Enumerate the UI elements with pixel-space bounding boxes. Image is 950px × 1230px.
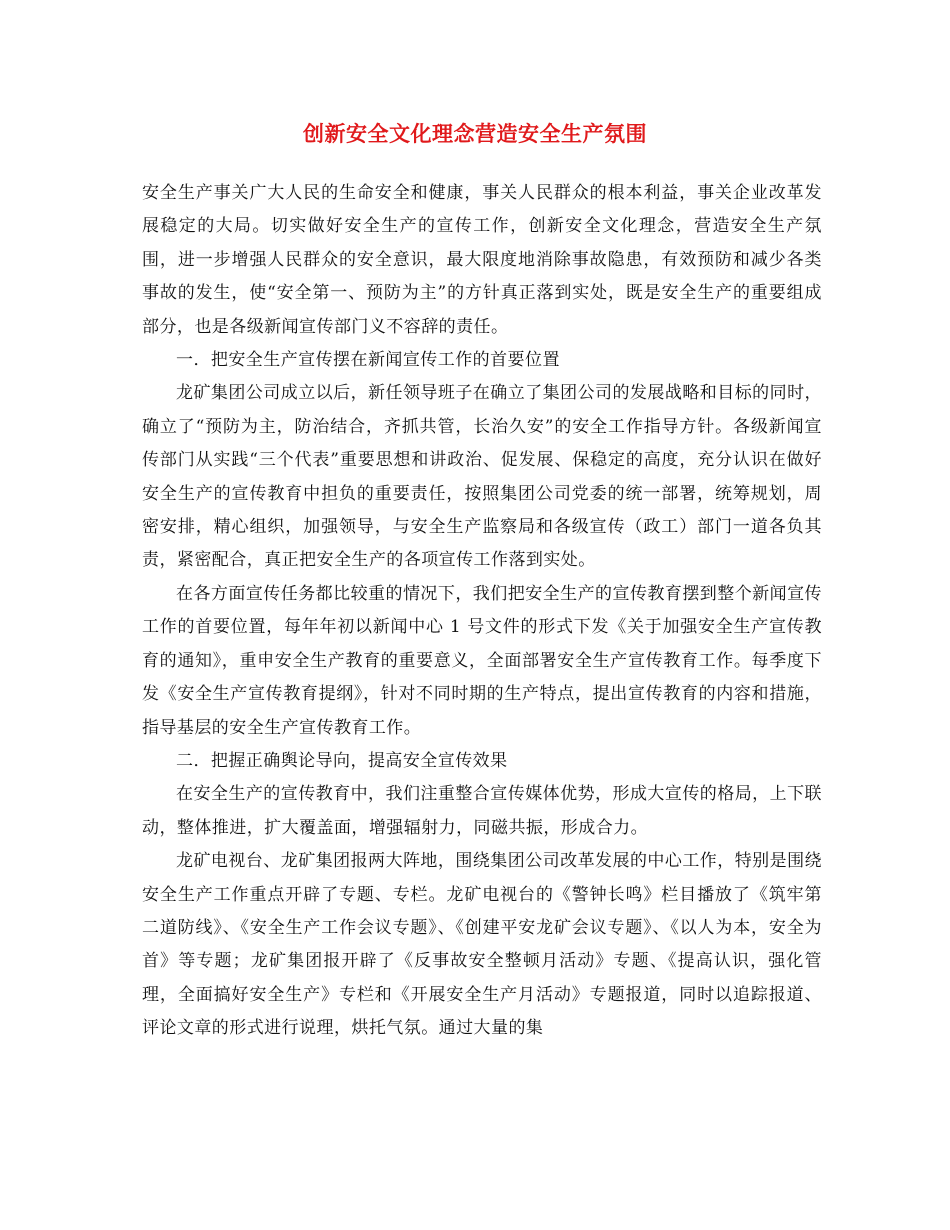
section-heading-2: 二．把握正确舆论导向，提高安全宣传效果 [176, 750, 508, 771]
paragraph: 在安全生产的宣传教育中，我们注重整合宣传媒体优势，形成大宣传的格局，上下联动，整体推进，扩大覆盖面，增强辐射力，同磁共振，形成合力。 [142, 784, 822, 838]
document-title: 创新安全文化理念营造安全生产氛围 [303, 121, 647, 146]
document-body [142, 177, 822, 1046]
paragraph-intro: 安全生产事关广大人民的生命安全和健康，事关人民群众的根本利益，事关企业改革发展稳定的大局。切实做好安全生产的宣传工作，创新安全文化理念，营造安全生产氛围，进一步增强人民群众的安全意识，最大限度地消除事故隐患，有效预防和减少各类事故的发生，使“安全第一、预防为主”的方针真正落到实处，既是安全生产的重要组成部分，也是各级新闻宣传部门义不容辞的责任。 [142, 183, 822, 337]
section-heading-1: 一．把安全生产宣传摆在新闻宣传工作的首要位置 [176, 350, 560, 371]
paragraph: 龙矿电视台、龙矿集团报两大阵地，围绕集团公司改革发展的中心工作，特别是围绕安全生产工作重点开辟了专题、专栏。龙矿电视台的《警钟长鸣》栏目播放了《筑牢第二道防线》、《安全生产工作会议专题》、《创建平安龙矿会议专题》、《以人为本，安全为首》等专题；龙矿集团报开辟了《反事故安全整顿月活动》专题、《提高认识，强化管理，全面搞好安全生产》专栏和《开展安全生产月活动》专题报道，同时以追踪报道、评论文章的形式进行说理，烘托气氛。通过大量的集 [142, 851, 822, 1039]
paragraph: 在各方面宣传任务都比较重的情况下，我们把安全生产的宣传教育摆到整个新闻宣传工作的首要位置，每年年初以新闻中心 1 号文件的形式下发《关于加强安全生产宣传教育的通知》，重申安全生产教育的重要意义，全面部署安全生产宣传教育工作。每季度下发《安全生产宣传教育提纲》，针对不同时期的生产特点，提出宣传教育的内容和措施，指导基层的安全生产宣传教育工作。 [142, 583, 822, 738]
paragraph: 龙矿集团公司成立以后，新任领导班子在确立了集团公司的发展战略和目标的同时，确立了“预防为主，防治结合，齐抓共管，长治久安”的安全工作指导方针。各级新闻宣传部门从实践“三个代表”重要思想和讲政治、促发展、保稳定的高度，充分认识在做好安全生产的宣传教育中担负的重要责任，按照集团公司党委的统一部署，统筹规划，周密安排，精心组织，加强领导，与安全生产监察局和各级宣传（政工）部门一道各负其责，紧密配合，真正把安全生产的各项宣传工作落到实处。 [142, 383, 822, 571]
